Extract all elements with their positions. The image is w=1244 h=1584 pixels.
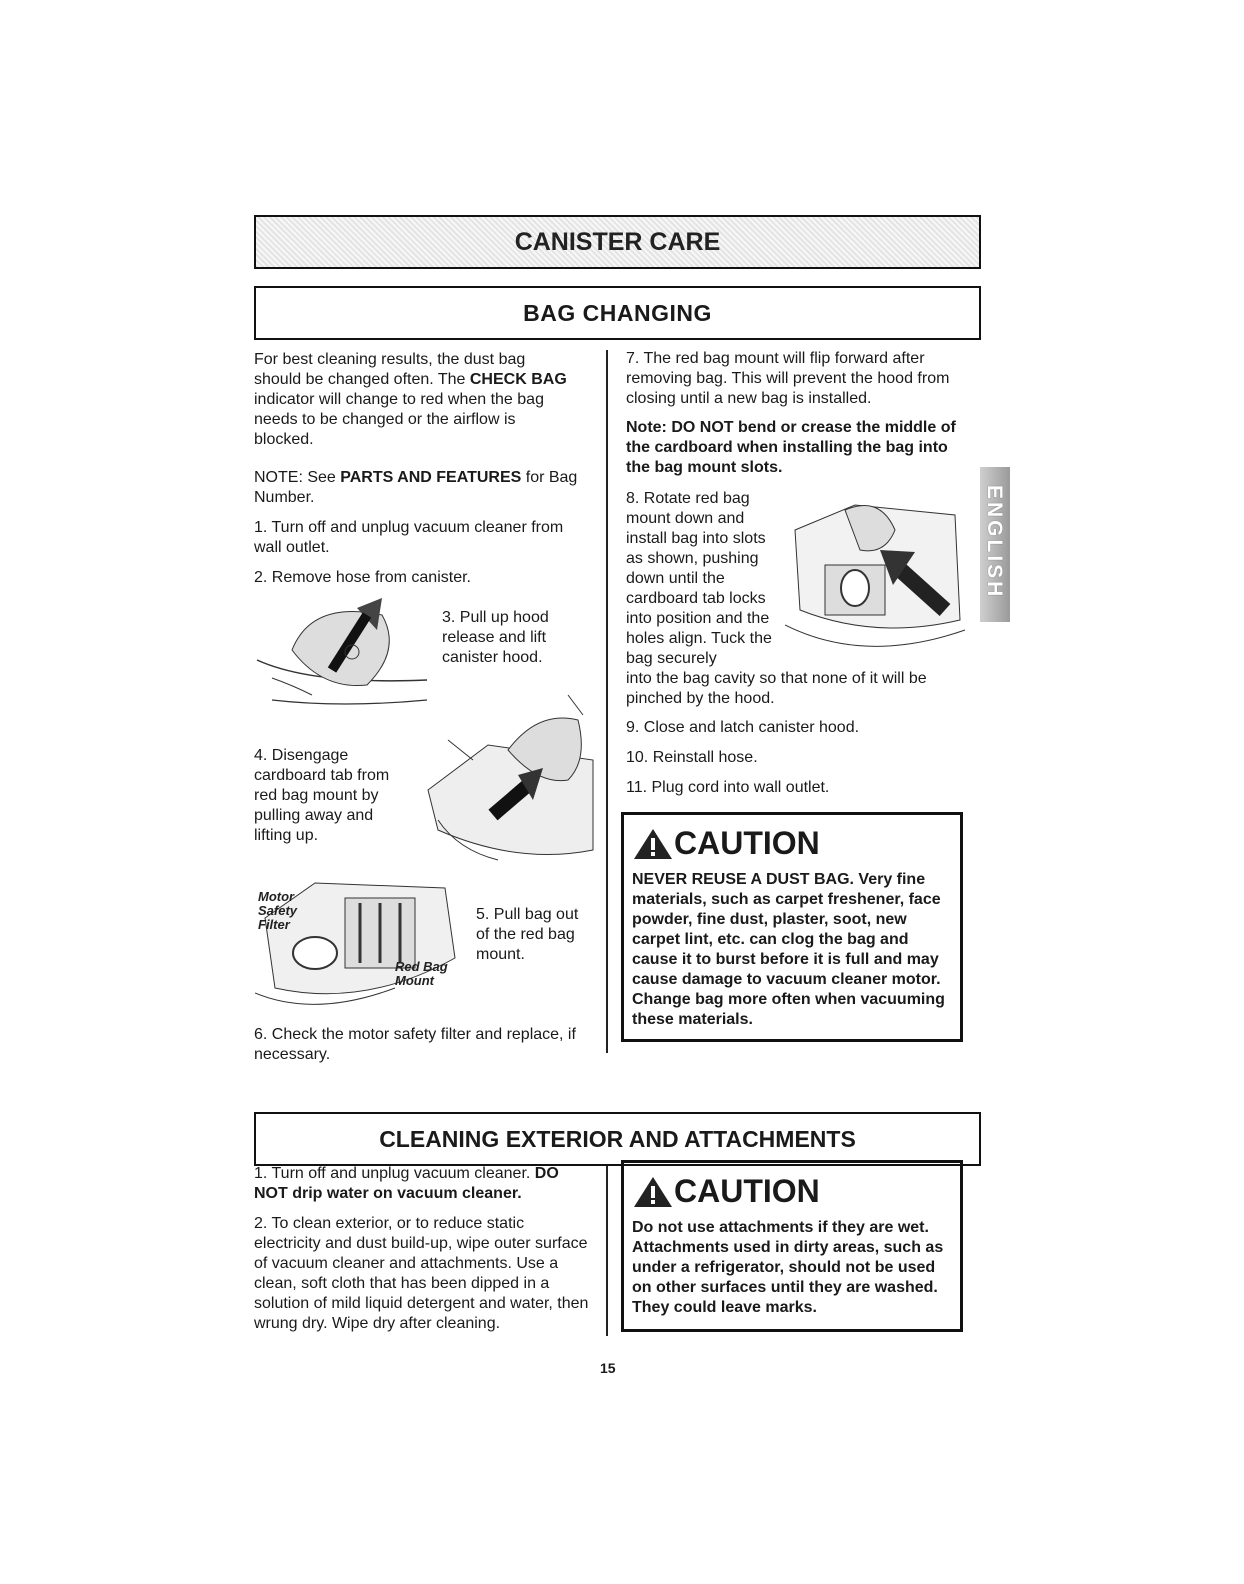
step-3: 3. Pull up hood release and lift canister hood. [442,609,549,666]
section-title: CANISTER CARE [514,228,721,256]
subsection-banner-bag-changing [254,286,981,340]
language-tab-label: ENGLISH [983,485,1006,600]
step-5: 5. Pull bag out of the red bag mount. [476,906,579,963]
intro-paragraph: For best cleaning results, the dust bag should be changed often. The CHECK BAG indicator will change to red when the bag needs to be changed or the airflow is blocked. [254,351,567,448]
caution-box-dust-bag [621,812,963,1042]
caution-text: NEVER REUSE A DUST BAG. Very fine materials, such as carpet freshener, face powder, fine dust, plaster, soot, new carpet lint, etc. can clog the bag and cause it to burst before it is full and may cause damage to vacuum cleaner motor. Change bag more often when vacuuming these materials. [632,871,945,1028]
column-divider [606,350,608,1053]
step-11: 11. Plug cord into wall outlet. [626,779,830,796]
step-8-continued: into the bag cavity so that none of it will be pinched by the hood. [626,670,927,707]
caution-text: Do not use attachments if they are wet. Attachments used in dirty areas, such as under a refrigerator, should not be used on other surfaces until they are washed. They could leave marks. [632,1219,944,1316]
warning-triangle-icon [632,1175,674,1209]
step-1: 1. Turn off and unplug vacuum cleaner from wall outlet. [254,519,564,556]
step-8: 8. Rotate red bag mount down and install bag into slots as shown, pushing down until the cardboard tab locks into position and the holes align. Tuck the bag securely [626,490,772,667]
column-divider-bottom [606,1166,608,1336]
caution-title: CAUTION [674,825,820,861]
cleaning-step-1: 1. Turn off and unplug vacuum cleaner. DO NOT drip water on vacuum cleaner. [254,1165,559,1202]
install-bag-illustration [785,490,970,670]
caution-box-attachments [621,1160,963,1332]
caution-heading [632,825,954,862]
disengage-tab-illustration [418,690,598,870]
step-9: 9. Close and latch canister hood. [626,719,860,736]
step-10: 10. Reinstall hose. [626,749,758,766]
step-4: 4. Disengage cardboard tab from red bag mount by pulling away and lifting up. [254,747,390,844]
note-do-not-bend: Note: DO NOT bend or crease the middle of the cardboard when installing the bag into the bag mount slots. [626,419,956,476]
label-red-bag-mount: Red Bag Mount [395,959,448,988]
label-motor-safety-filter: Motor Safety Filter [258,889,298,932]
section-banner-canister-care [254,215,981,269]
subsection-title: BAG CHANGING [523,300,712,326]
hood-release-illustration [252,590,432,705]
language-tab [980,467,1010,622]
step-6: 6. Check the motor safety filter and replace, if necessary. [254,1026,576,1063]
caution-heading [632,1173,954,1210]
warning-triangle-icon [632,827,674,861]
step-2: 2. Remove hose from canister. [254,569,471,586]
cleaning-step-2: 2. To clean exterior, or to reduce static electricity and dust build-up, wipe outer surface of vacuum cleaner and attachments. Use a clean, soft cloth that has been dipped in a solution of mild liquid detergent and water, then wrung dry. Wipe dry after cleaning. [254,1215,589,1332]
step-7: 7. The red bag mount will flip forward after removing bag. This will prevent the hood from closing until a new bag is installed. [626,350,950,407]
page-number: 15 [600,1360,616,1376]
note-parts-features: NOTE: See PARTS AND FEATURES for Bag Number. [254,469,578,506]
subsection-title: CLEANING EXTERIOR AND ATTACHMENTS [379,1126,856,1152]
subsection-banner-cleaning [254,1112,981,1166]
caution-title: CAUTION [674,1173,820,1209]
